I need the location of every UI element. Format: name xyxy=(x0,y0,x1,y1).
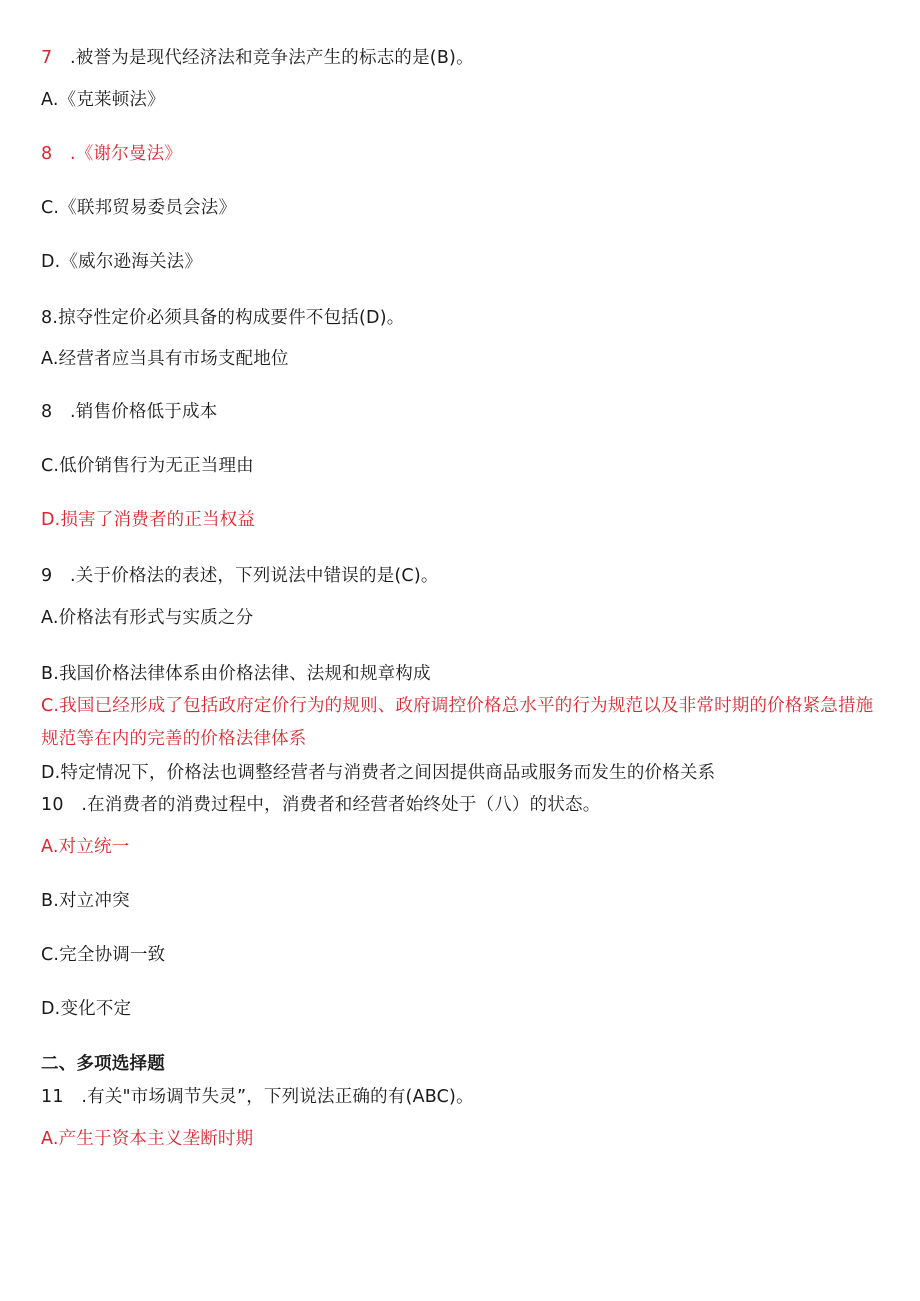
question-11-option-a-answer: A.产生于资本主义垄断时期 xyxy=(41,1129,254,1149)
question-11-stem: 11 .有关"市场调节失灵”，下列说法正确的有(ABC)。 xyxy=(41,1087,474,1107)
question-8-option-a: A.经营者应当具有市场支配地位 xyxy=(41,349,289,369)
question-7-option-a: A.《克莱顿法》 xyxy=(41,90,165,110)
question-10-option-c: C.完全协调一致 xyxy=(41,945,166,965)
question-9-option-b: B.我国价格法律体系由价格法律、法规和规章构成 xyxy=(41,664,431,684)
question-8-stem: 8.掠夺性定价必须具备的构成要件不包括(D)。 xyxy=(41,308,405,328)
question-7-stem xyxy=(41,45,474,71)
question-8-option-c: C.低价销售行为无正当理由 xyxy=(41,456,254,476)
question-7-text: .被誉为是现代经济法和竞争法产生的标志的是(B)。 xyxy=(52,48,474,68)
question-9-stem: 9 .关于价格法的表述，下列说法中错误的是(C)。 xyxy=(41,566,439,586)
question-10-stem: 10 .在消费者的消费过程中，消费者和经营者始终处于（八）的状态。 xyxy=(41,795,601,815)
question-9-option-c-answer: C.我国已经形成了包括政府定价行为的规则、政府调控价格总水平的行为规范以及非常时期的价格紧急措施规范等在内的完善的价格法律体系 xyxy=(41,696,874,749)
question-7-option-c: C.《联邦贸易委员会法》 xyxy=(41,198,237,218)
question-7-number: 7 xyxy=(41,48,53,68)
question-10-option-b: B.对立冲突 xyxy=(41,891,130,911)
question-8-option-b: 8 .销售价格低于成本 xyxy=(41,402,218,422)
section-heading: 二、多项选择题 xyxy=(41,1054,165,1074)
question-7-option-d: D.《威尔逊海关法》 xyxy=(41,252,203,272)
question-10-option-a-answer: A.对立统一 xyxy=(41,837,130,857)
question-10-option-d: D.变化不定 xyxy=(41,999,132,1019)
question-9-option-a: A.价格法有形式与实质之分 xyxy=(41,608,254,628)
question-7-option-b-answer: 8 .《谢尔曼法》 xyxy=(41,144,182,164)
question-8-option-d-answer: D.损害了消费者的正当权益 xyxy=(41,510,256,530)
question-9-option-d: D.特定情况下，价格法也调整经营者与消费者之间因提供商品或服务而发生的价格关系 xyxy=(41,763,716,783)
